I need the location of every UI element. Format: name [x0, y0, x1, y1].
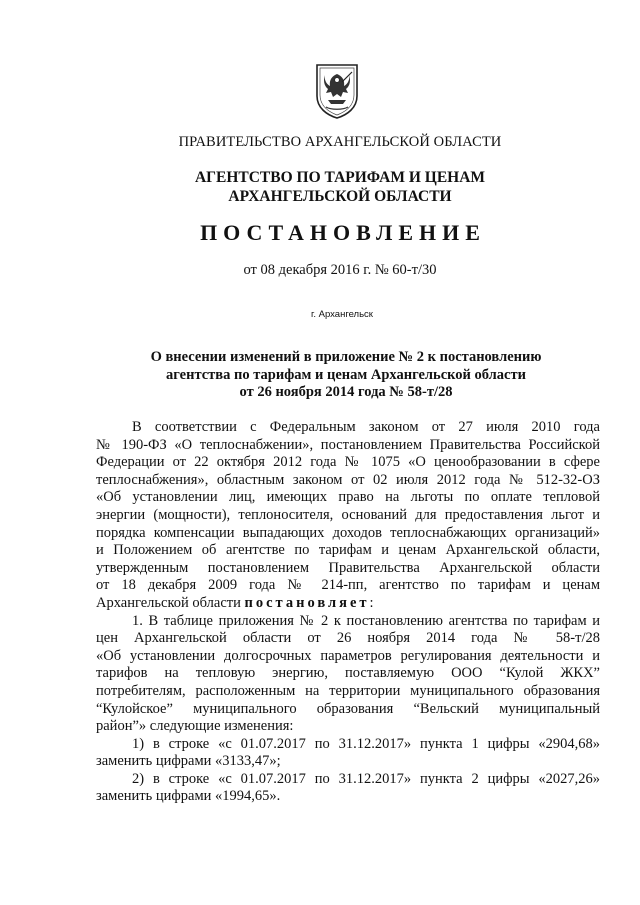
- item-1-line: тарифов на тепловую энергию, поставляемую ООО “Кулой ЖКХ”: [96, 665, 600, 682]
- preamble-line: и Положением об агентстве по тарифам и ценам Архангельской области,: [96, 542, 600, 559]
- item-1-line: район”» следующие изменения:: [96, 718, 294, 735]
- sub-item-1-line1: 1) в строке «с 01.07.2017 по 31.12.2017» пункта 1 цифры «2904,68»: [132, 735, 600, 752]
- subject-line2: агентства по тарифам и ценам Архангельской области: [166, 366, 526, 383]
- item-1-line: потребителям, расположенным на территории муниципального образования: [96, 682, 600, 699]
- item-1-line: цен Архангельской области от 26 ноября 2014 года № 58-т/28: [96, 630, 600, 647]
- sub-item-1-line2: заменить цифрами «3133,47»;: [96, 753, 281, 770]
- preamble-line: порядка компенсации выпадающих доходов теплоснабжающих организаций»: [96, 524, 600, 541]
- document-type: ПОСТАНОВЛЕНИЕ: [200, 220, 486, 245]
- preamble-paragraph: [96, 419, 600, 613]
- government-name: ПРАВИТЕЛЬСТВО АРХАНГЕЛЬСКОЙ ОБЛАСТИ: [178, 134, 502, 150]
- sub-item-2-line1: 2) в строке «с 01.07.2017 по 31.12.2017» пункта 2 цифры «2027,26»: [132, 770, 600, 787]
- preamble-end: Архангельской области: [96, 594, 241, 611]
- agency-name-line1: АГЕНТСТВО ПО ТАРИФАМ И ЦЕНАМ: [194, 169, 486, 186]
- item-1-line: “Кулойское” муниципального образования “Вельский муниципальный: [96, 700, 600, 717]
- preamble-line: «Об установлении лиц, имеющих право на льготы по оплате тепловой: [96, 489, 600, 506]
- agency-name-line2: АРХАНГЕЛЬСКОЙ ОБЛАСТИ: [228, 188, 452, 205]
- subject-line1: О внесении изменений в приложение № 2 к постановлению: [150, 349, 542, 365]
- sub-item-2: [96, 771, 600, 806]
- preamble-line: Федерации от 22 октября 2012 года № 1075 «О ценообразовании в сфере: [96, 454, 600, 471]
- preamble-line: энергии (мощности), теплоносителя, оснований для предоставления льгот и: [96, 506, 600, 523]
- item-1-paragraph: [96, 613, 600, 736]
- preamble-line: утвержденным постановлением Правительства Архангельской области: [96, 559, 600, 576]
- preamble-final-line: Архангельской области постановляет:: [96, 594, 374, 611]
- document-date-number: от 08 декабря 2016 г. № 60-т/30: [243, 262, 437, 278]
- item-1-line: «Об установлении долгосрочных параметров регулирования деятельности и: [96, 647, 600, 664]
- preamble-line: от 18 декабря 2009 года № 214-пп, агентство по тарифам и ценам: [96, 577, 600, 594]
- item-1-line: 1. В таблице приложения № 2 к постановлению агентства по тарифам и: [132, 612, 600, 629]
- preamble-line: теплоснабжения», областным законом от 02 июля 2012 года № 512-32-ОЗ: [96, 471, 600, 488]
- sub-item-2-line2: заменить цифрами «1994,65».: [96, 788, 281, 805]
- subject-line3: от 26 ноября 2014 года № 58-т/28: [239, 384, 453, 400]
- preamble-line: № 190-ФЗ «О теплоснабжении», постановлением Правительства Российской: [96, 436, 600, 453]
- coat-of-arms-icon: [314, 62, 360, 120]
- preamble-line: В соответствии с Федеральным законом от 27 июля 2010 года: [132, 419, 600, 435]
- document-body: [96, 419, 600, 806]
- resolves-word: постановляет: [244, 594, 370, 611]
- document-subject: [96, 349, 596, 402]
- agency-name: [90, 168, 590, 206]
- sub-item-1: [96, 736, 600, 771]
- document-city: г. Архангельск: [311, 309, 373, 320]
